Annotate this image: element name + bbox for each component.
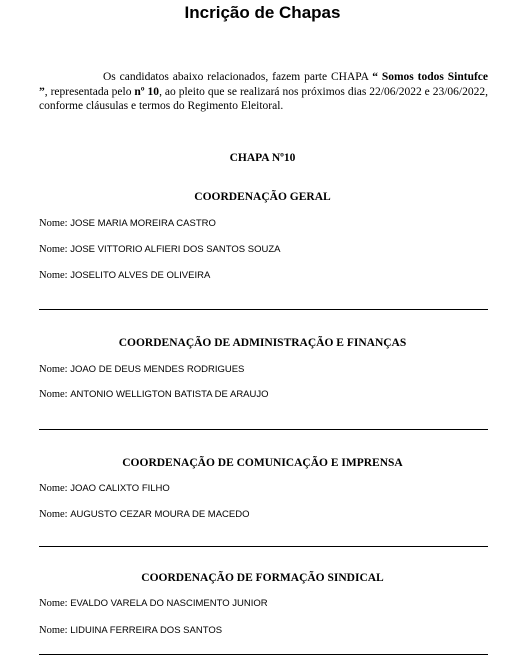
member-row bbox=[39, 625, 222, 636]
name-label: Nome: bbox=[39, 218, 68, 229]
section-title-administracao-financas: COORDENAÇÃO DE ADMINISTRAÇÃO E FINANÇAS bbox=[118, 337, 407, 349]
name-label: Nome: bbox=[39, 483, 68, 494]
page-title: Incrição de Chapas bbox=[184, 3, 341, 22]
member-name: LIDUINA FERREIRA DOS SANTOS bbox=[70, 625, 223, 636]
name-label: Nome: bbox=[39, 625, 68, 636]
member-name: JOAO CALIXTO FILHO bbox=[70, 483, 170, 494]
member-name: JOSE VITTORIO ALFIERI DOS SANTOS SOUZA bbox=[70, 244, 281, 255]
member-row bbox=[39, 364, 244, 375]
member-name: ANTONIO WELLIGTON BATISTA DE ARAUJO bbox=[70, 389, 269, 400]
name-label: Nome: bbox=[39, 244, 68, 255]
member-name: EVALDO VARELA DO NASCIMENTO JUNIOR bbox=[70, 598, 268, 609]
member-row bbox=[39, 218, 216, 229]
section-title-formacao-sindical: COORDENAÇÃO DE FORMAÇÃO SINDICAL bbox=[141, 572, 384, 584]
chapa-name: “ Somos todos Sintufce ” bbox=[39, 71, 489, 98]
name-label: Nome: bbox=[39, 389, 68, 400]
intro-paragraph bbox=[39, 70, 488, 114]
chapa-number: nº 10 bbox=[134, 85, 160, 98]
member-name: JOSELITO ALVES DE OLIVEIRA bbox=[70, 270, 211, 281]
member-row bbox=[39, 509, 250, 520]
member-name: JOSE MARIA MOREIRA CASTRO bbox=[70, 218, 216, 229]
member-name: AUGUSTO CEZAR MOURA DE MACEDO bbox=[70, 509, 250, 520]
member-row bbox=[39, 598, 268, 609]
section-divider bbox=[39, 429, 488, 430]
chapa-label: CHAPA Nº10 bbox=[229, 152, 296, 164]
name-label: Nome: bbox=[39, 509, 68, 520]
member-name: JOAO DE DEUS MENDES RODRIGUES bbox=[70, 364, 245, 375]
member-row bbox=[39, 389, 269, 400]
section-title-comunicacao-imprensa: COORDENAÇÃO DE COMUNICAÇÃO E IMPRENSA bbox=[122, 457, 403, 469]
name-label: Nome: bbox=[39, 598, 68, 609]
member-row bbox=[39, 270, 210, 281]
section-divider bbox=[39, 546, 488, 547]
intro-text-3: , ao pleito que se realizará nos próximos dias 22/06/2022 e 23/06/2022, conforme cláusulas e termos do Regimento Eleitoral. bbox=[39, 85, 488, 112]
member-row bbox=[39, 244, 280, 255]
section-title-coordenacao-geral: COORDENAÇÃO GERAL bbox=[194, 191, 331, 203]
intro-text-2: , representada pelo bbox=[44, 85, 135, 98]
name-label: Nome: bbox=[39, 364, 68, 375]
intro-text-1: Os candidatos abaixo relacionados, fazem parte CHAPA bbox=[103, 71, 373, 83]
section-divider bbox=[39, 309, 488, 310]
name-label: Nome: bbox=[39, 270, 68, 281]
member-row bbox=[39, 483, 170, 494]
section-divider bbox=[39, 654, 488, 655]
